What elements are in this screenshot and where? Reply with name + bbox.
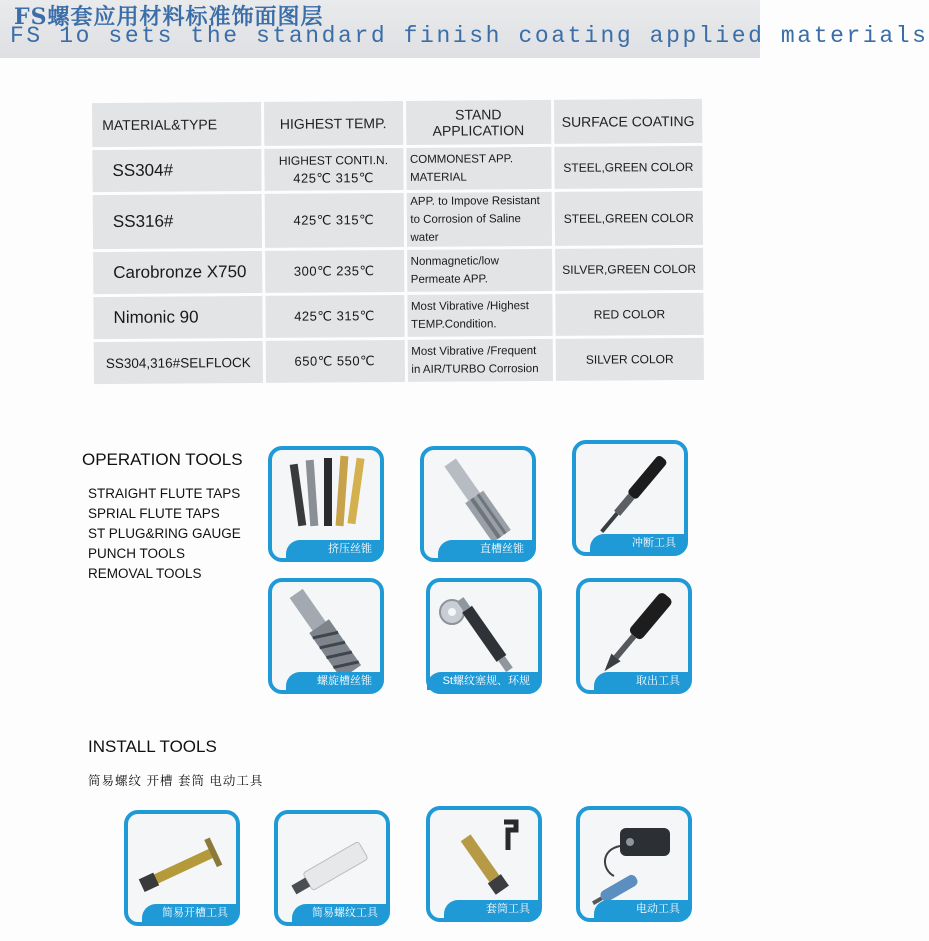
material-cell: SS304,316#SELFLOCK [94,341,263,384]
application-line: Most Vibrative /Frequent [411,345,537,358]
header-banner [0,0,929,58]
banner-title-en: FS 1o sets the standard finish coating applied materials [10,23,929,49]
application-line: Nonmagnetic/low [410,255,499,268]
header-coating: SURFACE COATING [554,99,702,144]
temp-note: HIGHEST CONTI.N. [278,153,389,168]
tile-label: 简易开槽工具 [142,904,236,922]
material-cell: SS304# [92,149,261,192]
application-line: to Corrosion of Saline water [410,213,521,244]
tile-sleeve-tool [426,806,542,922]
coating-cell: STEEL,GREEN COLOR [554,146,702,189]
application-cell [406,192,552,247]
banner-title-cn: FS螺套应用材料标准饰面图层 [14,4,324,30]
temp-cell [264,148,403,191]
temp-value: 425℃ 315℃ [294,308,375,324]
tile-spiral-flute-tap [268,578,384,694]
tile-straight-flute-tap [420,446,536,562]
tile-label: 套筒工具 [444,900,538,918]
table-row [93,293,703,339]
coating-cell: RED COLOR [555,293,703,336]
tile-forming-taps [268,446,384,562]
application-cell [407,339,553,382]
temp-cell [265,250,404,293]
application-line: Most Vibrative /Highest [410,300,530,313]
table-row [94,338,704,384]
table-header-row [92,99,702,147]
temp-value: 425℃ 315℃ [293,212,375,228]
application-cell [407,249,553,292]
temp-value: 300℃ 235℃ [293,263,375,279]
material-cell: Nimonic 90 [93,296,262,339]
tile-label: 冲断工具 [590,534,684,552]
tile-slotted-install-tool [124,810,240,926]
list-item: ST PLUG&RING GAUGE [88,526,241,541]
application-cell [406,147,552,190]
install-tools-subtitle: 简易螺纹 开槽 套筒 电动工具 [88,774,264,788]
tile-label: 直槽丝锥 [438,540,532,558]
temp-value: 650℃ 550℃ [294,353,376,369]
temp-cell [264,193,403,248]
tile-thread-install-tool [274,810,390,926]
operation-tools-list [88,484,241,584]
application-line: MATERIAL [410,171,467,184]
application-line: Permeate APP. [410,273,488,286]
temp-cell [265,295,404,338]
application-cell [407,294,553,337]
list-item: SPRIAL FLUTE TAPS [88,506,220,521]
header-material: MATERIAL&TYPE [92,102,261,147]
application-line: in AIR/TURBO Corrosion [411,363,539,376]
tile-label: 螺旋槽丝锥 [286,672,380,690]
tile-punch-tool [572,440,688,556]
application-line: TEMP.Condition. [411,318,497,331]
tile-plug-ring-gauge [426,578,542,694]
temp-value: 425℃ 315℃ [293,170,374,186]
material-cell: Carobronze X750 [93,251,262,294]
list-item: REMOVAL TOOLS [88,566,202,581]
list-item: PUNCH TOOLS [88,546,186,561]
list-item: STRAIGHT FLUTE TAPS [88,486,241,501]
table-row [93,248,703,294]
tile-removal-tool [576,578,692,694]
header-temp: HIGHEST TEMP. [264,101,403,146]
tile-label: 电动工具 [594,900,688,918]
table-row [92,146,702,192]
coating-cell: SILVER COLOR [556,338,704,381]
material-cell: SS316# [93,194,262,249]
table-row [93,191,703,249]
application-line: APP. to Impove Resistant [410,195,540,208]
application-line: COMMONEST APP. [409,153,514,166]
coating-cell: STEEL,GREEN COLOR [555,191,704,246]
operation-tools-title: OPERATION TOOLS [82,450,243,469]
materials-table [89,96,707,387]
tile-label: 简易螺纹工具 [292,904,386,922]
tile-label: 挤压丝锥 [286,540,380,558]
tile-label: 取出工具 [594,672,688,690]
header-application: STAND APPLICATION [406,100,552,145]
coating-cell: SILVER,GREEN COLOR [555,248,703,291]
tile-electric-tool [576,806,692,922]
tile-label: St螺纹塞规、环规 [427,672,538,690]
install-tools-title: INSTALL TOOLS [88,737,217,756]
temp-cell [265,340,404,383]
